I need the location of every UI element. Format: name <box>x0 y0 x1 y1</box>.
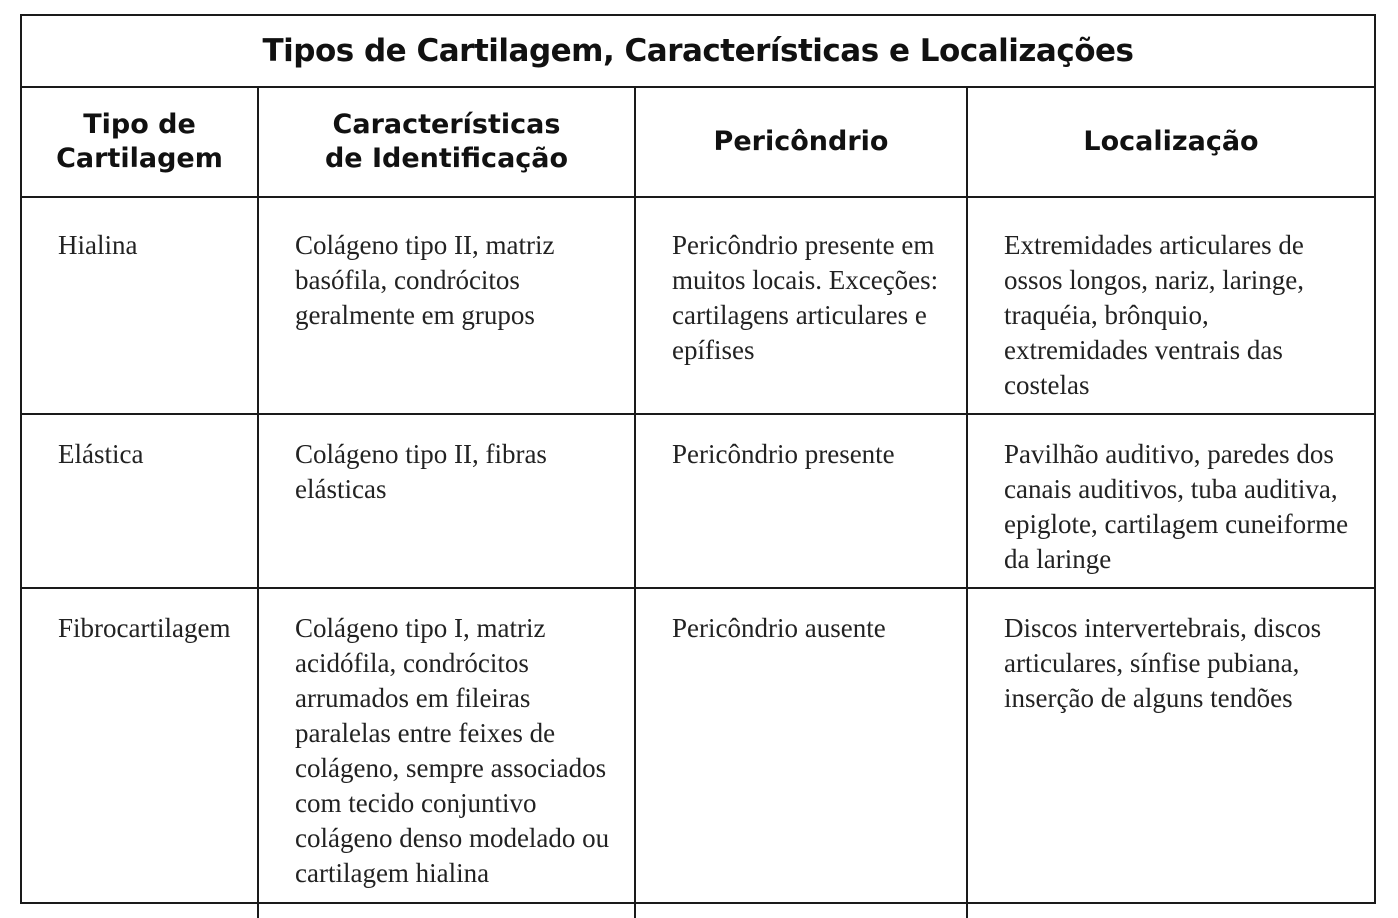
header-type <box>22 87 258 197</box>
cartilage-table-frame <box>20 14 1376 904</box>
header-location-label: Localização <box>1083 126 1259 157</box>
cell-characteristics: Colágeno tipo II, fibras elásticas <box>258 414 635 588</box>
cell-location: Extremidades articulares de ossos longos, nariz, laringe, traquéia, brônquio, extremidades ventrais das costelas <box>967 197 1374 414</box>
header-row <box>22 87 1374 197</box>
header-characteristics-line2: de Identificação <box>324 143 569 174</box>
cell-characteristics: Colágeno tipo I, matriz acidófila, condrócitos arrumados em fileiras paralelas entre feixes de colágeno, sempre associados com tecido conjuntivo colágeno denso modelado ou cartilagem hialina <box>258 588 635 918</box>
cartilage-table <box>22 86 1374 918</box>
cell-type: Elástica <box>22 414 258 588</box>
table-row <box>22 588 1374 918</box>
header-type-line1: Tipo de <box>83 109 196 140</box>
header-characteristics-line1: Características <box>332 109 561 140</box>
table-row <box>22 197 1374 414</box>
cell-location: Pavilhão auditivo, paredes dos canais auditivos, tuba auditiva, epiglote, cartilagem cuneiforme da laringe <box>967 414 1374 588</box>
cell-perichondrium: Pericôndrio presente em muitos locais. Exceções: cartilagens articulares e epífises <box>635 197 967 414</box>
cell-location: Discos intervertebrais, discos articulares, sínfise pubiana, inserção de alguns tendões <box>967 588 1374 918</box>
table-title-bar <box>22 16 1374 88</box>
table-title: Tipos de Cartilagem, Características e Localizações <box>262 33 1134 69</box>
header-perichondrium-label: Pericôndrio <box>713 126 889 157</box>
cell-type: Fibrocartilagem <box>22 588 258 918</box>
header-type-line2: Cartilagem <box>56 143 223 174</box>
cell-characteristics: Colágeno tipo II, matriz basófila, condrócitos geralmente em grupos <box>258 197 635 414</box>
cell-perichondrium: Pericôndrio ausente <box>635 588 967 918</box>
cell-perichondrium: Pericôndrio presente <box>635 414 967 588</box>
cell-type: Hialina <box>22 197 258 414</box>
header-characteristics <box>258 87 635 197</box>
table-row <box>22 414 1374 588</box>
header-perichondrium <box>635 87 967 197</box>
header-location <box>967 87 1374 197</box>
